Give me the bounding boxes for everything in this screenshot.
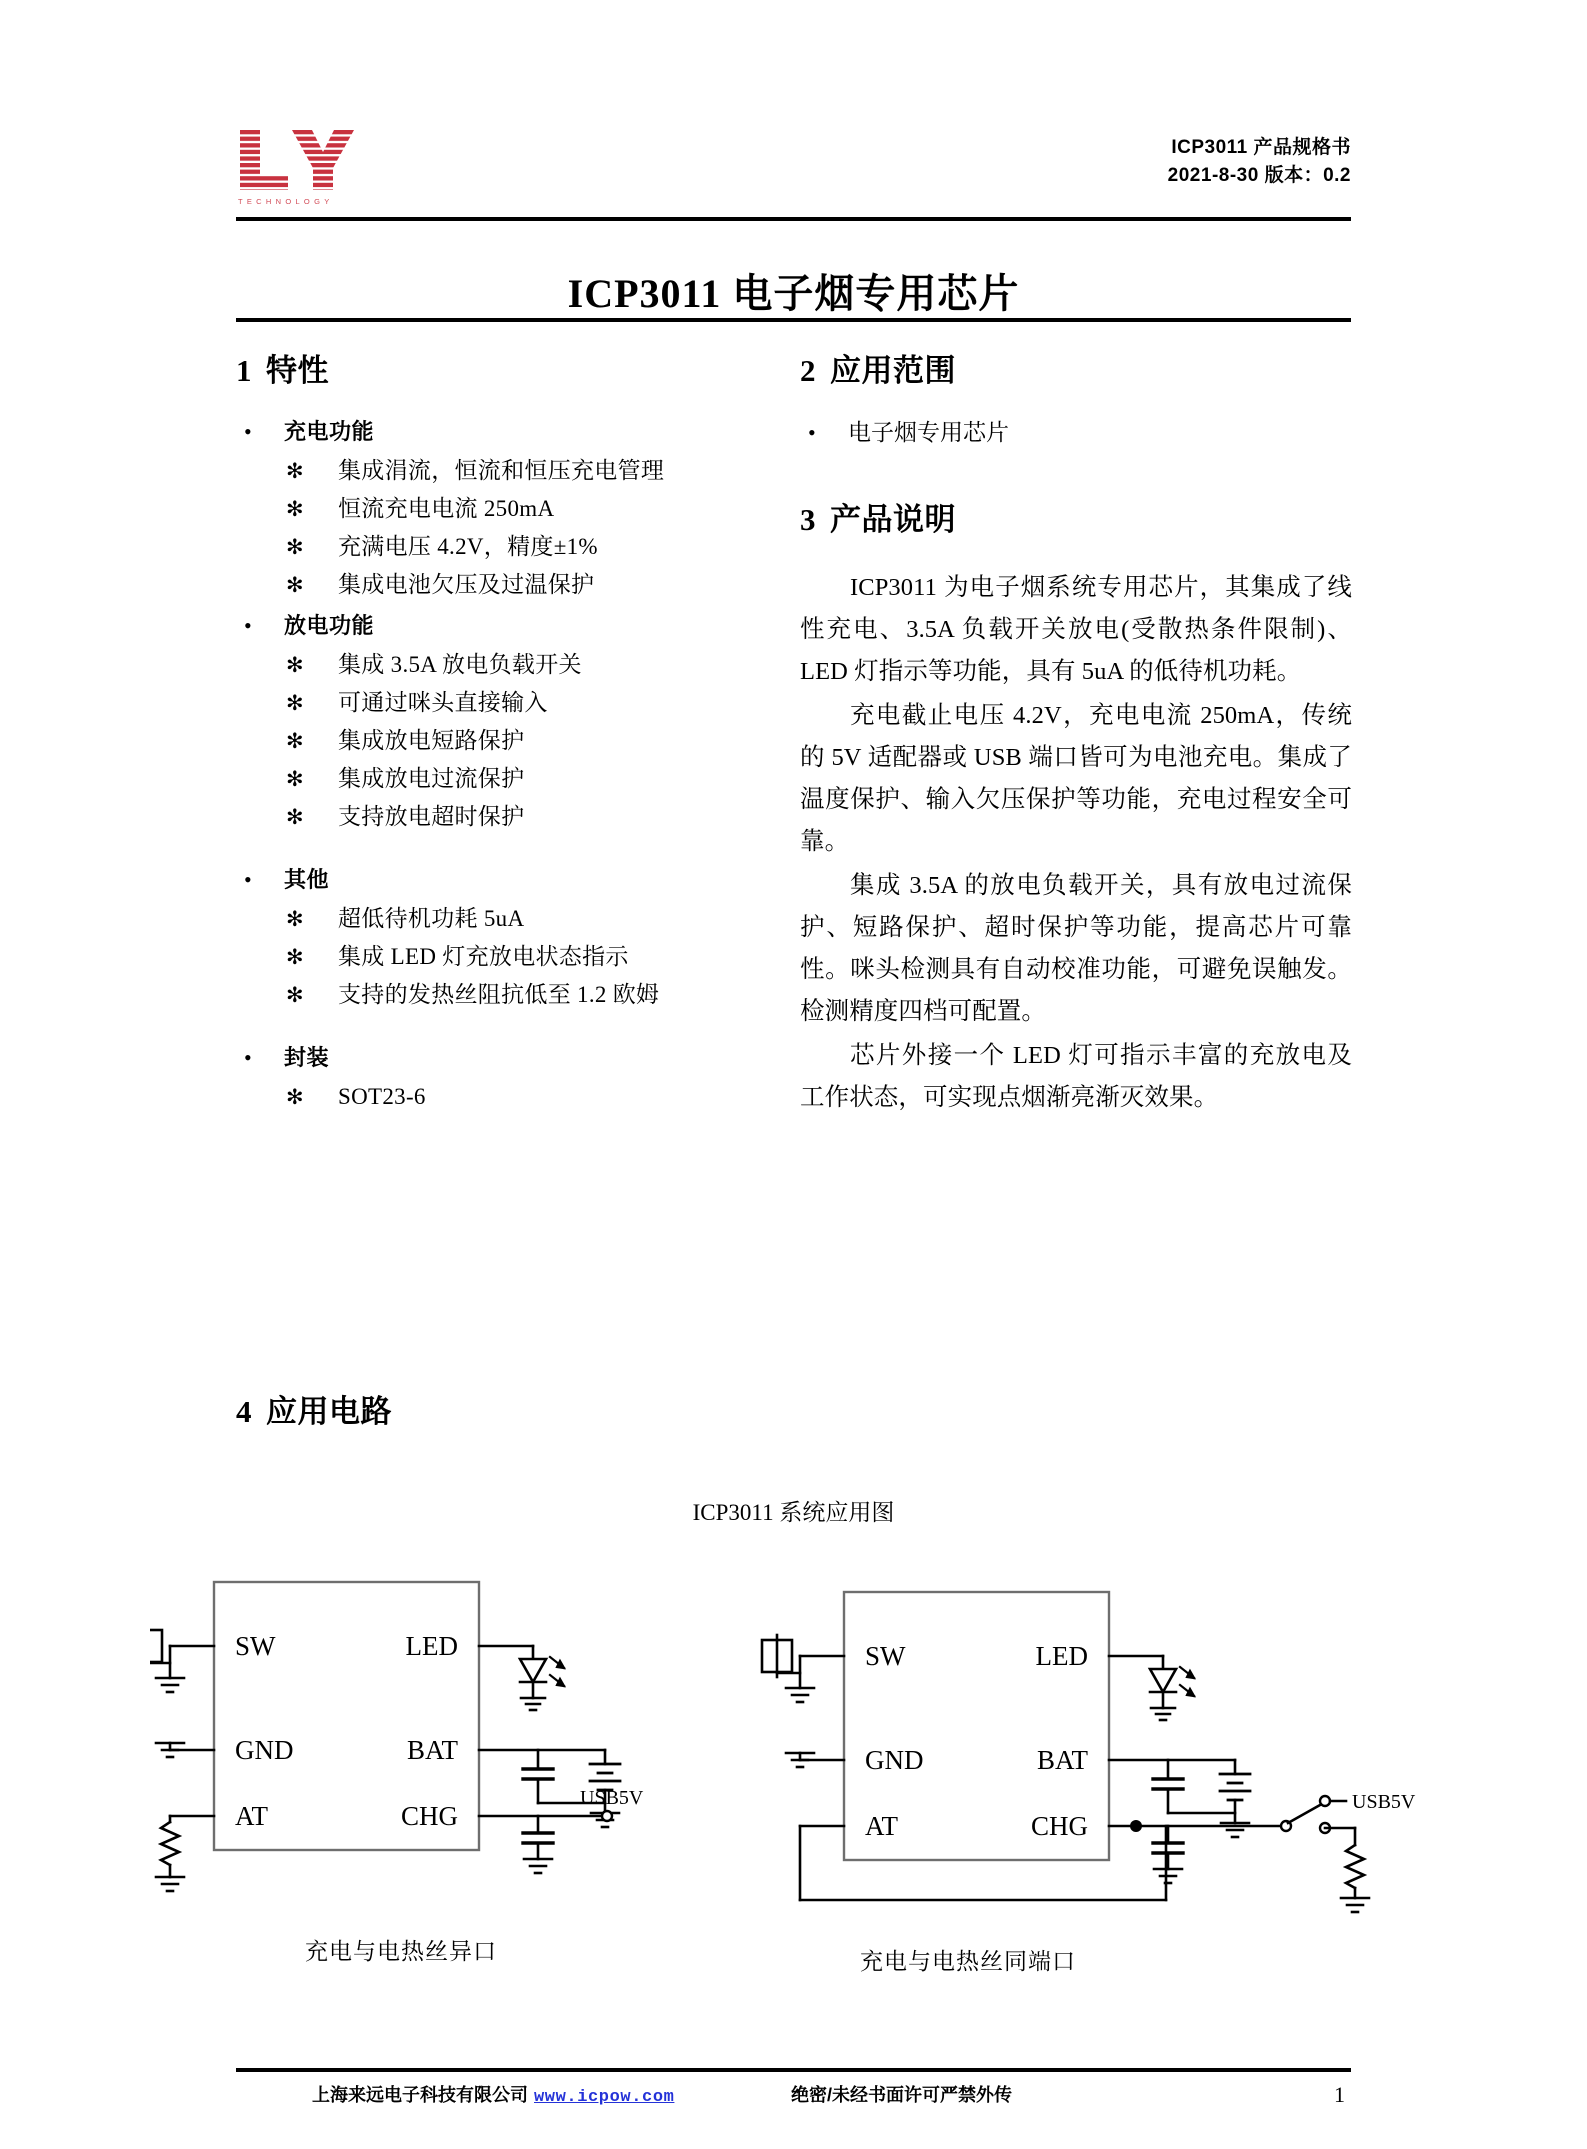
section-number: 2 <box>800 353 816 388</box>
star-bullet-icon: ✻ <box>286 945 304 969</box>
paragraph: ICP3011 为电子烟系统专用芯片，其集成了线性充电、3.5A 负载开关放电(受散热条件限制)、LED 灯指示等功能，具有 5uA 的低待机功耗。 <box>800 574 1352 685</box>
bullet-dot-icon: • <box>244 419 252 444</box>
star-bullet-icon: ✻ <box>286 767 304 791</box>
feature-group-label: 放电功能 <box>284 613 375 638</box>
feature-text: 集成 LED 灯充放电状态指示 <box>338 944 629 969</box>
star-bullet-icon: ✻ <box>286 729 304 753</box>
list-item <box>284 1078 776 1116</box>
list-item <box>284 760 776 798</box>
list-item <box>284 798 776 836</box>
page-title: ICP3011 电子烟专用芯片 <box>567 271 1020 316</box>
list-item <box>284 900 776 938</box>
paragraph: 充电截止电压 4.2V，充电电流 250mA，传统的 5V 适配器或 USB 端口皆可为电池充电。集成了温度保护、输入欠压保护等功能，充电过程安全可靠。 <box>800 702 1352 855</box>
title-divider <box>236 318 1351 322</box>
pin-label-sw: SW <box>865 1641 906 1671</box>
paragraph: 芯片外接一个 LED 灯可指示丰富的充放电及工作状态，可实现点烟渐亮渐灭效果。 <box>800 1042 1352 1111</box>
feature-text: 支持放电超时保护 <box>338 804 525 829</box>
pin-label-at: AT <box>235 1801 268 1831</box>
list-item <box>284 528 776 566</box>
footer-company-block <box>312 2078 674 2115</box>
feature-group-charging <box>236 416 776 604</box>
list-item <box>284 976 776 1014</box>
star-bullet-icon: ✻ <box>286 573 304 597</box>
bullet-dot-icon: • <box>244 613 252 638</box>
list-item <box>800 416 1352 450</box>
star-bullet-icon: ✻ <box>286 653 304 677</box>
feature-text: 集成 3.5A 放电负载开关 <box>338 652 582 677</box>
section-title: 特性 <box>266 353 329 388</box>
footer-website-link[interactable]: www.icpow.com <box>534 2088 675 2107</box>
feature-group-discharging <box>236 610 776 836</box>
pin-label-sw: SW <box>235 1631 276 1661</box>
feature-text: 集成放电过流保护 <box>338 766 525 791</box>
star-bullet-icon: ✻ <box>286 691 304 715</box>
supply-label-usb5v: USB5V <box>580 1787 644 1809</box>
section-heading-features <box>236 345 776 390</box>
list-item <box>284 452 776 490</box>
pin-label-chg: CHG <box>1030 1811 1088 1841</box>
star-bullet-icon: ✻ <box>286 983 304 1007</box>
feature-text: 可通过咪头直接输入 <box>338 690 548 715</box>
features-list <box>236 416 776 1116</box>
diagram-2-caption: 充电与电热丝同端口 <box>860 1949 1076 1974</box>
circuit-diagram-1 <box>150 1582 620 1891</box>
star-bullet-icon: ✻ <box>286 459 304 483</box>
feature-text: 恒流充电电流 250mA <box>338 496 555 521</box>
feature-sublist <box>284 646 776 836</box>
list-item <box>284 646 776 684</box>
footer-confidential-notice: 绝密/未经书面许可严禁外传 <box>791 2085 1012 2105</box>
pin-label-bat: BAT <box>1036 1745 1088 1775</box>
feature-text: 集成涓流，恒流和恒压充电管理 <box>338 458 665 483</box>
ly-logo-icon <box>236 130 354 190</box>
section-title: 应用电路 <box>266 1394 392 1429</box>
star-bullet-icon: ✻ <box>286 1085 304 1109</box>
feature-text: SOT23-6 <box>338 1084 426 1109</box>
pin-label-gnd: GND <box>865 1745 924 1775</box>
section-number: 3 <box>800 502 816 537</box>
feature-group-label: 充电功能 <box>284 419 375 444</box>
feature-group-label: 封装 <box>284 1045 330 1070</box>
section-heading-description <box>800 494 1352 539</box>
company-logo <box>236 130 386 208</box>
bullet-dot-icon: • <box>808 420 816 445</box>
header-doc-date-version: 2021-8-30 版本：0.2 <box>1167 165 1351 186</box>
application-text: 电子烟专用芯片 <box>848 420 1009 445</box>
star-bullet-icon: ✻ <box>286 805 304 829</box>
footer-page-number: 1 <box>1334 2082 1345 2107</box>
feature-text: 超低待机功耗 5uA <box>338 906 525 931</box>
description-body <box>800 567 1352 1119</box>
feature-sublist <box>284 452 776 604</box>
figure-title: ICP3011 系统应用图 <box>692 1500 895 1525</box>
footer-company-name: 上海来远电子科技有限公司 <box>312 2085 528 2105</box>
pin-label-led: LED <box>1035 1641 1088 1671</box>
pin-label-led: LED <box>405 1631 458 1661</box>
right-column <box>800 345 1352 1121</box>
list-item <box>284 490 776 528</box>
feature-text: 支持的发热丝阻抗低至 1.2 欧姆 <box>338 982 660 1007</box>
pin-label-gnd: GND <box>235 1735 294 1765</box>
star-bullet-icon: ✻ <box>286 497 304 521</box>
pin-label-at: AT <box>865 1811 898 1841</box>
feature-text: 集成放电短路保护 <box>338 728 525 753</box>
feature-text: 充满电压 4.2V，精度±1% <box>338 534 598 559</box>
diagram-1-caption: 充电与电热丝异口 <box>305 1939 497 1964</box>
feature-group-other <box>236 864 776 1014</box>
applications-list <box>800 416 1352 450</box>
feature-group-package <box>236 1042 776 1116</box>
feature-text: 集成电池欠压及过温保护 <box>338 572 595 597</box>
star-bullet-icon: ✻ <box>286 535 304 559</box>
list-item <box>284 566 776 604</box>
left-column <box>236 345 776 1122</box>
section-number: 1 <box>236 353 252 388</box>
star-bullet-icon: ✻ <box>286 907 304 931</box>
paragraph: 集成 3.5A 的放电负载开关，具有放电过流保护、短路保护、超时保护等功能，提高芯片可靠性。咪头检测具有自动校准功能，可避免误触发。检测精度四档可配置。 <box>800 872 1352 1025</box>
pin-label-bat: BAT <box>406 1735 458 1765</box>
section-title: 产品说明 <box>830 502 956 537</box>
application-circuit-figure <box>150 1545 1450 1965</box>
header-divider <box>236 217 1351 221</box>
section-number: 4 <box>236 1394 252 1429</box>
list-item <box>284 684 776 722</box>
feature-sublist <box>284 900 776 1014</box>
header-doc-info <box>1168 134 1351 190</box>
pin-label-chg: CHG <box>400 1801 458 1831</box>
section-heading-applications <box>800 345 1352 390</box>
list-item <box>284 722 776 760</box>
page-footer <box>236 2078 1351 2112</box>
feature-sublist <box>284 1078 776 1116</box>
logo-tagline: TECHNOLOGY <box>238 197 334 206</box>
footer-divider <box>236 2068 1351 2072</box>
header-doc-ref: ICP3011 产品规格书 <box>1171 137 1351 158</box>
supply-label-usb5v: USB5V <box>1352 1791 1416 1813</box>
list-item <box>284 938 776 976</box>
feature-group-label: 其他 <box>284 867 330 892</box>
page-header <box>236 130 1351 210</box>
section-title: 应用范围 <box>830 353 956 388</box>
section-heading-app-circuit <box>236 1386 392 1431</box>
bullet-dot-icon: • <box>244 867 252 892</box>
bullet-dot-icon: • <box>244 1045 252 1070</box>
